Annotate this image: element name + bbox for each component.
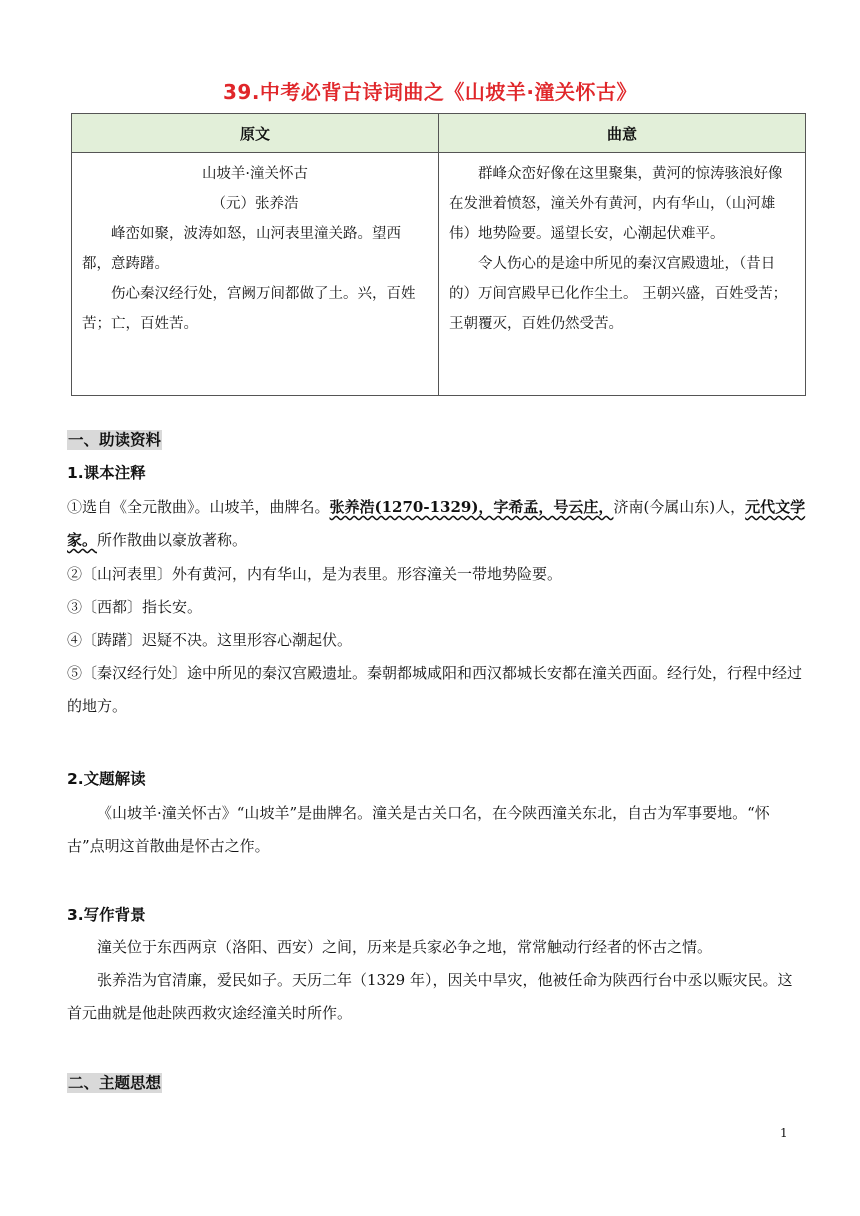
note-1: ①选自《全元散曲》。山坡羊，曲牌名。张养浩(1270-1329)，字希孟，号云庄，济南(今属山东)人，元代文学家。所作散曲以豪放著称。 [67,498,806,549]
title-interpretation: 《山坡羊·潼关怀古》“山坡羊”是曲牌名。潼关是古关口名，在今陕西潼关东北，自古为军事要地。“怀古”点明这首散曲是怀古之作。 [67,804,770,855]
meaning-paragraph-2: 令人伤心的是途中所见的秦汉宫殿遗址，（昔日的）万间宫殿早已化作尘土。 王朝兴盛，百姓受苦；王朝覆灭，百姓仍然受苦。 [449,256,788,332]
poem-title: 山坡羊·潼关怀古 [201,166,309,182]
meaning-paragraph-1: 群峰众峦好像在这里聚集，黄河的惊涛骇浪好像在发泄着愤怒，潼关外有黄河，内有华山，（山河雄伟）地势险要。遥望长安，心潮起伏难平。 [449,166,783,242]
page-number: 1 [780,1126,788,1140]
poem-table [71,113,806,396]
note-4: ④〔踌躇〕迟疑不决。这里形容心潮起伏。 [67,631,353,649]
section-heading-reading: 一、助读资料 [68,431,162,449]
header-original: 原文 [72,114,439,153]
meaning-text-cell [439,153,806,396]
note-3: ③〔西都〕指长安。 [67,598,203,616]
poem-stanza-2: 伤心秦汉经行处，宫阙万间都做了土。兴，百姓苦；亡，百姓苦。 [82,286,416,332]
note-2: ②〔山河表里〕外有黄河，内有华山，是为表里。形容潼关一带地势险要。 [67,565,563,583]
author-role: 元代文学家。 [67,498,806,549]
poem-author: （元）张养浩 [211,196,299,212]
poem-stanza-1: 峰峦如聚，波涛如怒，山河表里潼关路。望西都，意踌躇。 [82,226,401,272]
background-paragraph-1: 潼关位于东西两京（洛阳、西安）之间，历来是兵家必争之地，常常触动行经者的怀古之情。 [97,938,713,956]
section-heading-theme: 二、主题思想 [68,1074,162,1092]
document-title: 39.中考必背古诗词曲之《山坡羊·潼关怀古》 [222,80,638,104]
subheading-background: 3.写作背景 [67,906,146,924]
subheading-title-interpretation: 2.文题解读 [67,770,146,788]
author-info: 张养浩(1270-1329)，字希孟，号云庄， [329,498,614,516]
note-5: ⑤〔秦汉经行处〕途中所见的秦汉宫殿遗址。秦朝都城咸阳和西汉都城长安都在潼关西面。经行处，行程中经过的地方。 [67,664,803,715]
subheading-notes: 1.课本注释 [67,464,146,482]
background-paragraph-2: 张养浩为官清廉，爱民如子。天历二年（1329 年），因关中旱灾，他被任命为陕西行台中丞以赈灾民。这首元曲就是他赴陕西救灾途经潼关时所作。 [67,971,793,1022]
original-text-cell [72,153,439,396]
header-meaning: 曲意 [439,114,806,153]
